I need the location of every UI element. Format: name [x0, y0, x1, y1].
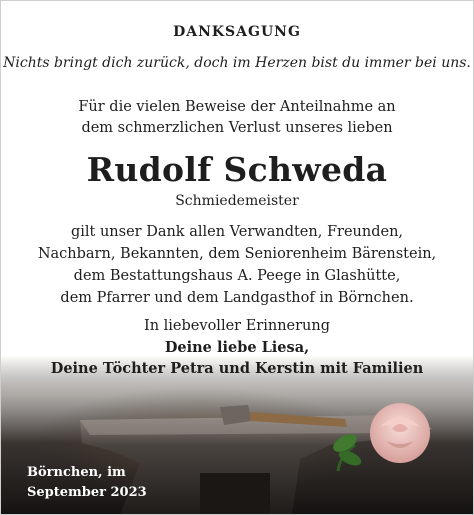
memory-line: In liebevoller Erinnerung: [143, 318, 330, 334]
thanks-text: [0, 221, 474, 309]
place-date: [27, 463, 147, 503]
thanks-line: Nachbarn, Bekannten, dem Seniorenheim Bärenstein,: [37, 246, 437, 262]
deceased-name: Rudolf Schweda: [86, 150, 388, 189]
signer-line: Deine liebe Liesa,: [164, 339, 310, 356]
place-date-line: September 2023: [27, 485, 147, 500]
place-date-line: Börnchen, im: [27, 465, 126, 480]
deceased-profession: Schmiedemeister: [175, 193, 299, 209]
intro-line: Für die vielen Beweise der Anteilnahme an: [78, 99, 396, 115]
signer-line: Deine Töchter Petra und Kerstin mit Familien: [50, 360, 424, 377]
thanks-line: gilt unser Dank allen Verwandten, Freunden,: [70, 224, 404, 240]
intro-text: [0, 97, 474, 139]
heading: DANKSAGUNG: [173, 24, 301, 40]
intro-line: dem schmerzlichen Verlust unseres lieben: [81, 120, 393, 136]
thanks-line: dem Bestattungshaus A. Peege in Glashütte,: [73, 268, 401, 284]
memory-block: [0, 316, 474, 379]
motto: Nichts bringt dich zurück, doch im Herzen bist du immer bei uns.: [3, 55, 471, 71]
thanks-line: dem Pfarrer und dem Landgasthof in Börnchen.: [60, 290, 414, 306]
